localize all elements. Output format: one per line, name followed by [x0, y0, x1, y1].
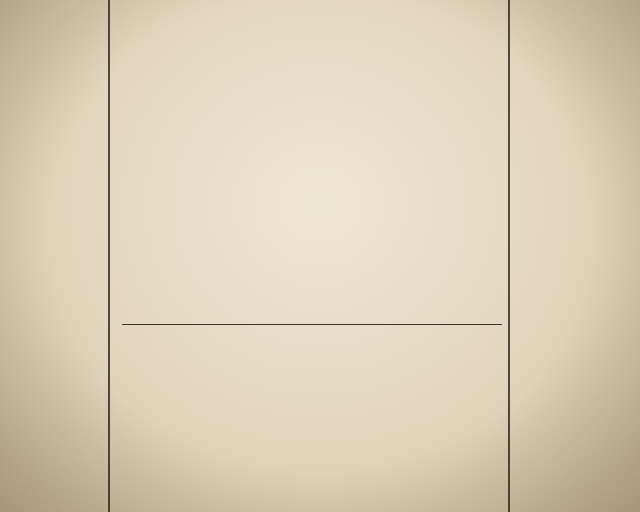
column-rule-left	[108, 0, 110, 512]
column-rule-right	[508, 0, 510, 512]
footnote-separator	[122, 324, 502, 325]
